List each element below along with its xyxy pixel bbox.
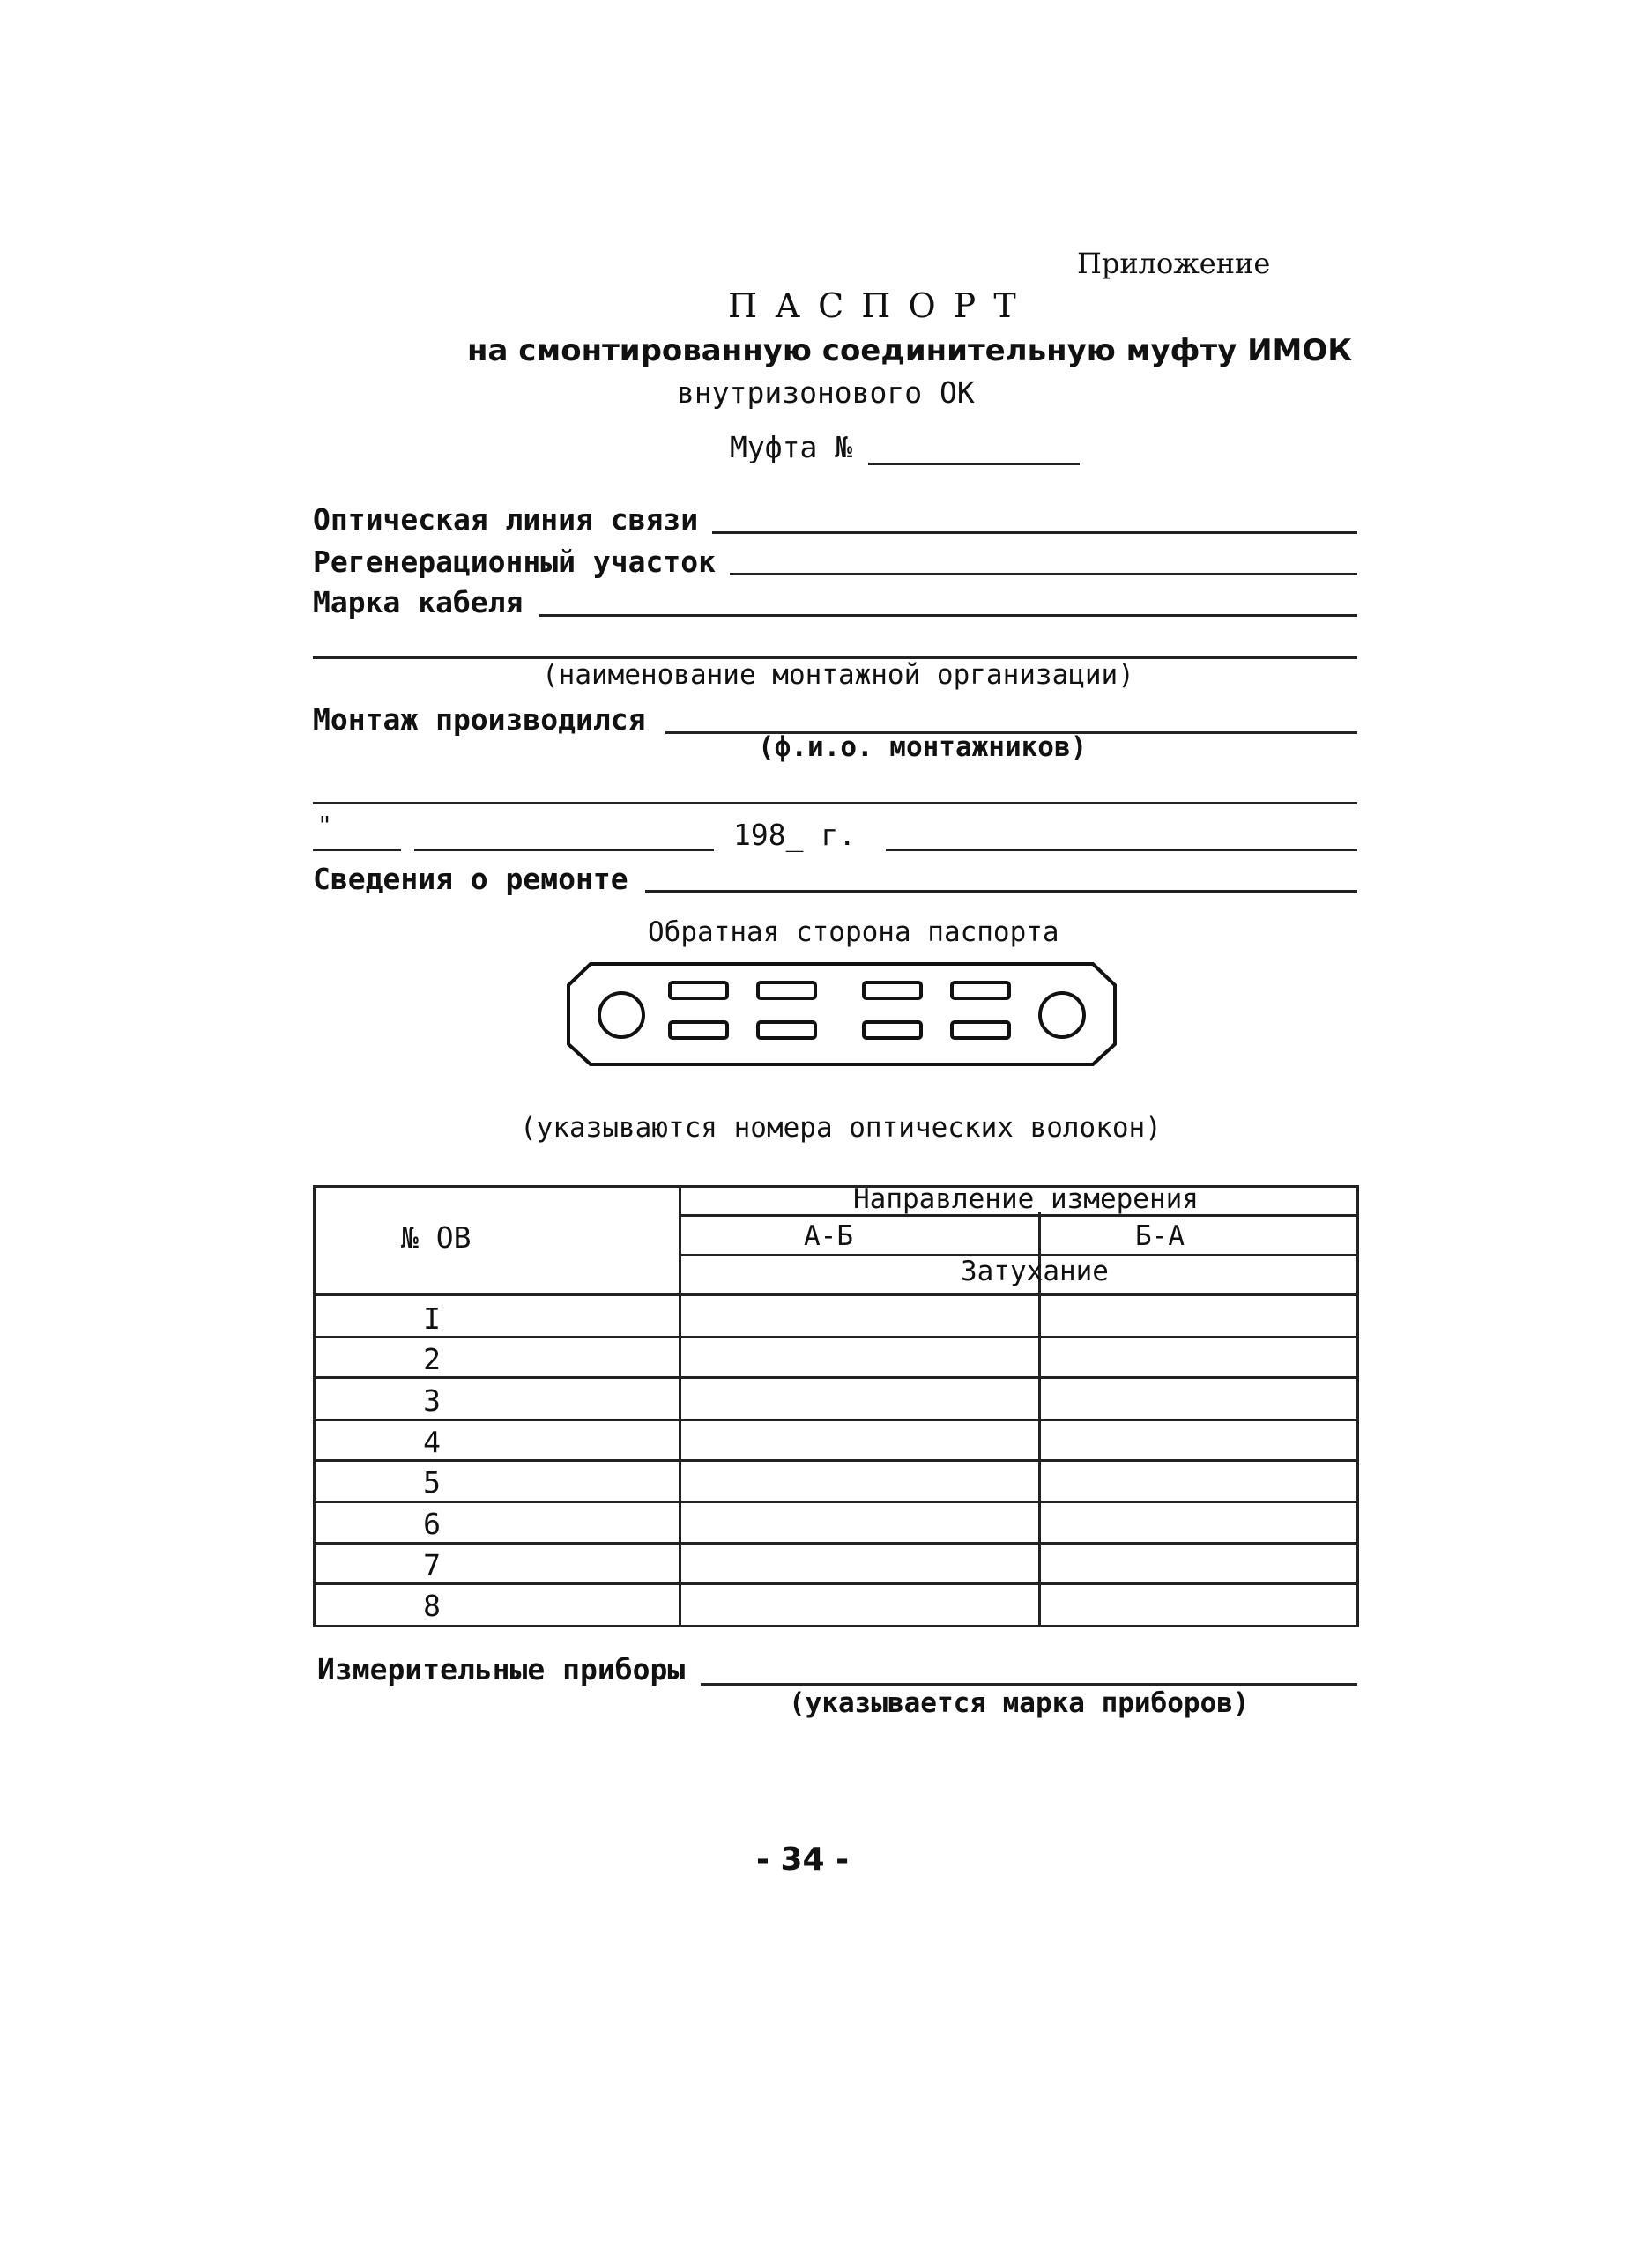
right-port-icon <box>1040 993 1084 1037</box>
repair-info-field[interactable] <box>645 890 1357 893</box>
installers-field[interactable] <box>313 802 1357 804</box>
installation-label: Монтаж производился <box>313 702 646 737</box>
table-direction-header: Направление измерения <box>853 1183 1199 1215</box>
date-extra-field[interactable] <box>886 849 1357 851</box>
date-month-field[interactable] <box>414 849 714 851</box>
optical-line-label: Оптическая линия связи <box>313 502 699 537</box>
regen-section-field[interactable] <box>730 573 1357 575</box>
table-col-ob: № ОВ <box>401 1220 472 1255</box>
table-row-number: 4 <box>423 1425 441 1459</box>
date-quote: " <box>317 811 332 840</box>
coupling-diagram <box>560 960 1124 1071</box>
page-title: П А С П О Р Т <box>728 286 1020 325</box>
instruments-field[interactable] <box>701 1683 1357 1686</box>
fiber-slot <box>864 1022 921 1038</box>
fiber-slot <box>952 1022 1009 1038</box>
left-port-icon <box>599 993 643 1037</box>
fiber-slot <box>670 982 727 998</box>
cable-brand-field[interactable] <box>539 614 1357 617</box>
fiber-slot <box>864 982 921 998</box>
coupling-number-field[interactable] <box>868 463 1080 465</box>
table-row-number: 6 <box>423 1507 441 1541</box>
fiber-numbers-caption: (указываются номера оптических волокон) <box>520 1112 1162 1144</box>
appendix-label: Приложение <box>1077 247 1271 280</box>
organization-caption: (наименование монтажной организации) <box>542 659 1134 691</box>
cable-brand-label: Марка кабеля <box>313 585 524 619</box>
diagram-caption: Обратная сторона паспорта <box>648 916 1059 948</box>
optical-line-field[interactable] <box>712 531 1357 534</box>
table-ba-header: Б-А <box>1135 1220 1185 1252</box>
fiber-slot <box>758 982 815 998</box>
table-row-number: 7 <box>423 1548 441 1582</box>
coupling-outline <box>568 964 1115 1064</box>
coupling-label: Муфта № <box>730 430 853 464</box>
table-row-number: 3 <box>423 1383 441 1418</box>
table-row-number: 5 <box>423 1465 441 1500</box>
fiber-slot <box>952 982 1009 998</box>
date-year: 198_ г. <box>733 818 857 852</box>
subtitle-line-1: на смонтированную соединительную муфту ИМОК <box>467 333 1353 368</box>
instruments-label: Измерительные приборы <box>317 1652 686 1686</box>
table-attenuation-header: Затухание <box>961 1256 1109 1287</box>
repair-info-label: Сведения о ремонте <box>313 862 628 896</box>
fiber-slot <box>670 1022 727 1038</box>
fiber-slot <box>758 1022 815 1038</box>
table-row-number: 8 <box>423 1589 441 1623</box>
subtitle-line-2: внутризонового ОК <box>677 375 975 410</box>
installers-caption: (ф.и.о. монтажников) <box>758 731 1088 763</box>
table-row-number: 2 <box>423 1342 441 1376</box>
instruments-caption: (указывается марка приборов) <box>789 1687 1250 1719</box>
page-number: - 34 - <box>756 1842 850 1878</box>
date-day-field[interactable] <box>313 849 401 851</box>
table-row-number: I <box>423 1301 441 1336</box>
regen-section-label: Регенерационный участок <box>313 545 716 579</box>
table-ab-header: А-Б <box>804 1220 853 1252</box>
